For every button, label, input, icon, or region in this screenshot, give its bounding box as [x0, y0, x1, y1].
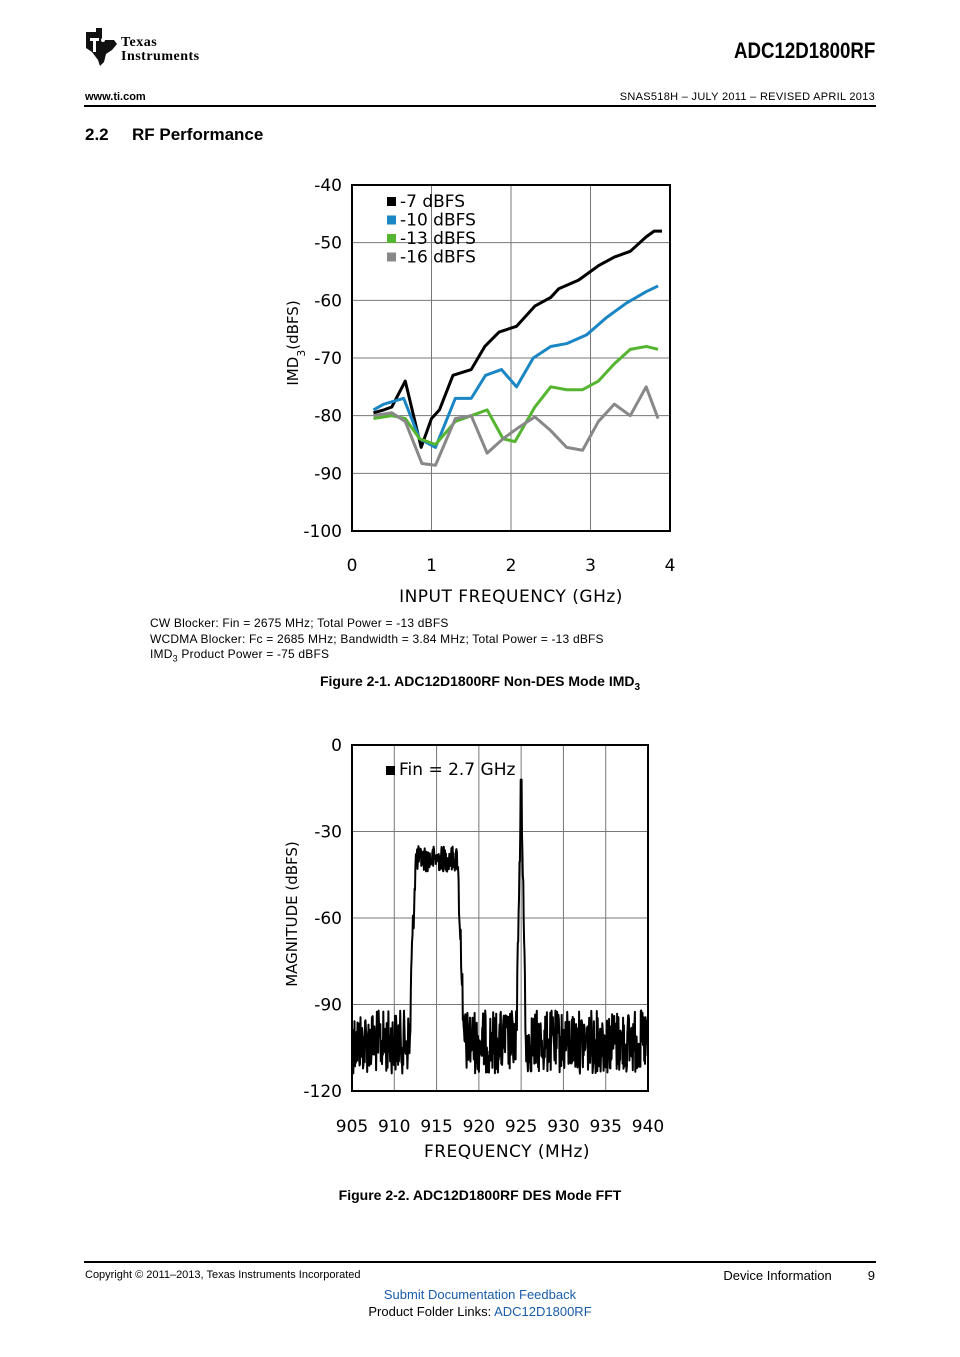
feedback-link-text[interactable]: Submit Documentation Feedback [383, 1287, 577, 1302]
y-tick-label: -50 [314, 233, 342, 254]
x-tick-label: 940 [631, 1117, 665, 1137]
note-imd-product: $IMD_3$ Product Power = -75 dBFS [150, 647, 330, 664]
y-tick-label: -80 [314, 406, 342, 427]
document-title: ADC12D1800RF [733, 38, 875, 63]
logo-line-2: Instruments [121, 49, 200, 64]
ti-logo[interactable] [84, 28, 244, 72]
header-rule [84, 105, 876, 107]
note-wcdma-blocker: WCDMA Blocker: Fc = 2685 MHz; Bandwidth = 3.84 MHz; Total Power = -13 dBFS [150, 631, 604, 646]
legend-swatch-3 [387, 253, 396, 262]
footer-right [723, 1268, 875, 1283]
logo-line-1: Texas [121, 35, 158, 50]
figure1-caption: Figure 2-1. ADC12D1800RF Non-DES Mode $IMD_3$ [319, 673, 641, 693]
texas-state-icon [84, 28, 118, 68]
section-heading [85, 125, 263, 145]
figure1-notes [150, 616, 604, 667]
note-cw-blocker: CW Blocker: Fin = 2675 MHz; Total Power = -13 dBFS [150, 616, 449, 630]
y-tick-label: -60 [314, 291, 342, 312]
legend-label-0: Fin = 2.7 GHz [399, 760, 516, 780]
legend-label-2: -13 dBFS [400, 229, 476, 249]
y-tick-label: 0 [331, 736, 342, 756]
y-tick-label: -90 [314, 995, 342, 1016]
y-tick-label: -30 [314, 822, 342, 843]
product-folder-label: Product Folder Links: [368, 1304, 495, 1319]
x-tick-label: 3 [585, 556, 596, 576]
fft-chart [270, 730, 700, 1170]
x-tick-label: 1 [426, 556, 437, 576]
document-id: SNAS518H – JULY 2011 – REVISED APRIL 2013 [619, 91, 875, 103]
y-tick-label: -70 [314, 349, 342, 369]
x-tick-label: 4 [664, 556, 676, 576]
x-tick-label: 930 [547, 1117, 580, 1137]
x-tick-label: 2 [505, 556, 517, 576]
series-line-0 [352, 780, 648, 1074]
x-tick-label: 905 [335, 1117, 369, 1137]
legend-label-3: -16 dBFS [400, 247, 476, 268]
x-tick-label: 915 [420, 1117, 453, 1137]
section-title: RF Performance [132, 125, 264, 144]
x-tick-label: 925 [504, 1117, 538, 1137]
logo-wordmark [121, 36, 200, 64]
y-tick-label: -40 [314, 176, 342, 196]
figure2-caption: Figure 2-2. ADC12D1800RF DES Mode FFT [338, 1187, 622, 1203]
copyright: Copyright © 2011–2013, Texas Instruments Incorporated [85, 1269, 361, 1281]
x-axis-label: FREQUENCY (MHz) [423, 1142, 591, 1162]
y-tick-label: -120 [303, 1082, 342, 1102]
footer-rule [84, 1261, 876, 1263]
legend-swatch-0 [386, 766, 395, 775]
x-tick-label: 910 [378, 1117, 411, 1137]
x-tick-label: 0 [346, 556, 358, 576]
product-folder [0, 1303, 960, 1320]
product-folder-link[interactable]: ADC12D1800RF [494, 1304, 592, 1319]
feedback-link[interactable] [0, 1286, 960, 1303]
y-axis-label: MAGNITUDE (dBFS) [283, 841, 301, 987]
x-tick-label: 920 [462, 1117, 496, 1137]
website-link[interactable]: www.ti.com [85, 91, 146, 103]
x-tick-label: 935 [589, 1117, 622, 1137]
section-number: 2.2 [85, 125, 109, 144]
y-tick-label: -60 [314, 909, 342, 929]
y-tick-label: -100 [303, 522, 342, 542]
page-number: 9 [867, 1268, 875, 1283]
legend-swatch-1 [387, 216, 396, 225]
y-tick-label: -90 [314, 464, 342, 485]
imd3-chart [270, 170, 700, 610]
y-axis-label: $IMD_3(dBFS)$ [284, 300, 308, 386]
legend-swatch-0 [387, 197, 396, 206]
legend-label-0: -7 dBFS [400, 192, 466, 212]
legend-swatch-2 [387, 234, 396, 243]
legend-label-1: -10 dBFS [400, 210, 476, 231]
footer-section-name: Device Information [723, 1268, 832, 1283]
x-axis-label: INPUT FREQUENCY (GHz) [399, 587, 623, 607]
